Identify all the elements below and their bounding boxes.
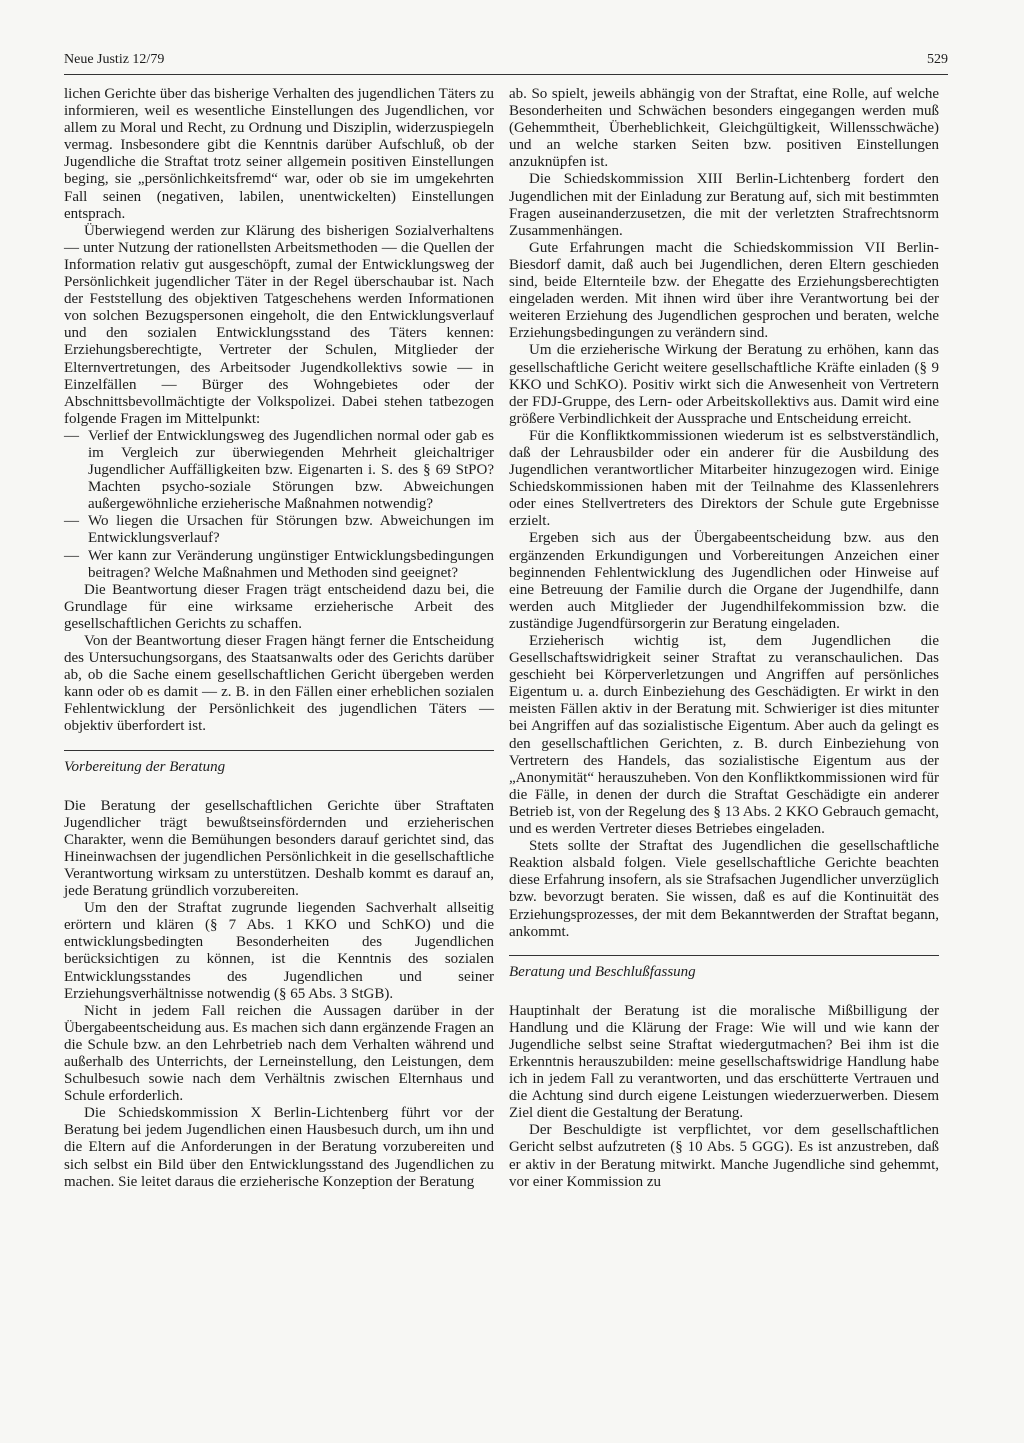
list-item <box>64 513 494 547</box>
paragraph: lichen Gerichte über das bisherige Verhalten des jugendlichen Täters zu informieren, weil es wesentliche Einstellungen des Jugendlichen, vor allem zu Moral und Recht, zu Ordnung und Disziplin, widerzuspiegeln vermag. Insbesondere gibt die Kenntnis darüber Aufschluß, ob der Jugendliche die Straftat trotz seiner allgemein positiven Einstellungen beging, sie „persönlichkeitsfremd“ war, oder ob sie im umgekehrten Fall seinen (negativen, labilen, unentwickelten) Einstellungen entsprach. <box>64 86 494 222</box>
paragraph: Für die Konfliktkommissionen wiederum ist es selbstverständlich, daß der Lehrausbilder oder ein anderer für die Ausbildung des Jugendlichen verantwortlicher Mitarbeiter hinzugezogen wird. Einige Schiedskommissionen haben mit der Teilnahme des Klassenlehrers oder eines Stellvertreters des Direktors der Schule gute Ergebnisse erzielt. <box>509 427 939 530</box>
paragraph: Die Schiedskommission XIII Berlin-Lichtenberg fordert den Jugendlichen mit der Einladung zur Beratung auf, sich mit bestimmten Fragen auseinanderzusetzen, die mit der verletzten Strafrechtsnorm Zusammenhängen. <box>509 171 939 239</box>
paragraph: Überwiegend werden zur Klärung des bisherigen Sozialverhaltens — unter Nutzung der rationellsten Arbeitsmethoden — die Quellen der Information relativ gut ausgeschöpft, zumal der Entwicklungsweg der Persönlichkeit jugendlicher Täter in der Regel überschaubar ist. Nach der Feststellung des objektiven Tatgeschehens werden Informationen von solchen Bezugspersonen eingeholt, die den Entwicklungsverlauf und den sozialen Entwicklungsstand des Täters kennen: Erziehungsberechtigte, Vertreter der Schulen, Mitglieder der Elternvertretungen, des Arbeitsoder Jugendkollektivs sowie — in Einzelfällen — Bürger des Wohngebietes oder der Abschnittsbevollmächtigte der Volkspolizei. Dabei stehen tatbezogen folgende Fragen im Mittelpunkt: <box>64 222 494 427</box>
paragraph: Von der Beantwortung dieser Fragen hängt ferner die Entscheidung des Untersuchungsorgans, des Staatsanwalts oder des Gerichts darüber ab, ob die Sache einem gesellschaftlichen Gericht übergeben werden kann oder ob es damit — z. B. in den Fällen einer erheblichen sozialen Fehlentwicklung der Persönlichkeit des jugendlichen Täters — objektiv überfordert ist. <box>64 633 494 735</box>
paragraph: Der Beschuldigte ist verpflichtet, vor dem gesellschaftlichen Gericht selbst aufzutreten (§ 10 Abs. 5 GGG). Es ist anzustreben, daß er aktiv in der Beratung mitwirkt. Manche Jugendliche sind gehemmt, vor einer Kommission zu <box>509 1122 939 1190</box>
paragraph: Die Beantwortung dieser Fragen trägt entscheidend dazu bei, die Grundlage für eine wirksame erzieherische Arbeit des gesellschaftlichen Gerichts zu schaffen. <box>64 581 494 632</box>
paragraph: Hauptinhalt der Beratung ist die moralische Mißbilligung der Handlung und die Klärung der Frage: Wie will und wie kann der Jugendliche selbst seine Straftat wiedergutmachen? Bei ihm ist die Erkenntnis herauszubilden: meine gesellschaftswidrige Handlung habe ich in jedem Fall zu verantworten, und das erschütterte Vertrauen und die Achtung sind durch eigene Leistungen wiederzuerwerben. Diesem Ziel dient die Gestaltung der Beratung. <box>509 1002 939 1122</box>
page-header <box>64 52 948 75</box>
paragraph: Gute Erfahrungen macht die Schiedskommission VII Berlin-Biesdorf damit, daß auch bei Jugendlichen, deren Eltern geschieden sind, beide Elternteile bzw. der Ehegatte des Erziehungsberechtigten eingeladen werden. Mit ihnen wird über ihre Verantwortung bei der weiteren Erziehung des Jugendlichen gesprochen und beraten, welche Erziehungsbedingungen zu verändern sind. <box>509 239 939 342</box>
paragraph: ab. So spielt, jeweils abhängig von der Straftat, eine Rolle, auf welche Besonderheiten und Schwächen besonders eingegangen werden muß (Gehemmtheit, Überheblichkeit, Gleichgültigkeit, Willensschwäche) und an welche starken Seiten bzw. positiven Einstellungen anzuknüpfen ist. <box>509 86 939 171</box>
list-item-text: Wo liegen die Ursachen für Störungen bzw. Abweichungen im Entwicklungsverlauf? <box>88 513 494 547</box>
section-divider <box>509 955 939 956</box>
section-divider <box>64 750 494 751</box>
paragraph: Erzieherisch wichtig ist, dem Jugendlichen die Gesellschaftswidrigkeit seiner Straftat zu veranschaulichen. Das geschieht bei Körperverletzungen und Angriffen auf persönliches Eigentum u. a. durch Einbeziehung des Geschädigten. Er wirkt in den meisten Fällen aktiv in der Beratung mit. Schwieriger ist dies mitunter bei Angriffen auf das sozialistische Eigentum. Aber auch da gelingt es den gesellschaftlichen Gerichten, z. B. durch Einbeziehung von Vertretern des Handels, das sozialistische Eigentum aus der „Anonymität“ herauszuheben. Von den Konfliktkommissionen wird für die Fälle, in denen der durch die Straftat Geschädigte ein anderer Betrieb ist, von der Regelung des § 13 Abs. 2 KKO Gebrauch gemacht, und es werden Vertreter dieses Betriebes eingeladen. <box>509 633 939 838</box>
paragraph: Die Schiedskommission X Berlin-Lichtenberg führt vor der Beratung bei jedem Jugendlichen einen Hausbesuch durch, um ihn und die Eltern auf die Anforderungen in der Beratung vorzubereiten und sich selbst ein Bild über den Entwicklungsstand des Jugendlichen zu machen. Sie leitet daraus die erzieherische Konzeption der Beratung <box>64 1105 494 1190</box>
section-heading: Vorbereitung der Beratung <box>64 758 226 775</box>
paragraph: Ergeben sich aus der Übergabeentscheidung bzw. aus den ergänzenden Erkundigungen und Vorbereitungen Anzeichen einer beginnenden Fehlentwicklung des Jugendlichen oder Hinweise auf eine Betreuung der Familie durch die Organe der Jugendhilfe, dann werden auch Mitglieder der Jugendhilfekommission bzw. die zuständige Jugendfürsorgerin zur Beratung eingeladen. <box>509 530 939 632</box>
left-column <box>64 86 494 1191</box>
paragraph: Die Beratung der gesellschaftlichen Gerichte über Straftaten Jugendlicher trägt bewußtseinsfördernden und erzieherischen Charakter, wenn die Bemühungen besonders darauf gerichtet sind, das Hineinwachsen der jugendlichen Persönlichkeit in die gesellschaftliche Verantwortung wirksam zu unterstützen. Deshalb kommt es darauf an, jede Beratung gründlich vorzubereiten. <box>64 797 494 900</box>
list-item <box>64 548 494 582</box>
dash-bullet: — <box>64 547 79 564</box>
paragraph: Stets sollte der Straftat des Jugendlichen die gesellschaftliche Reaktion alsbald folgen. Viele gesellschaftliche Gerichte beachten diese Erfahrung insofern, als sie Strafsachen Jugendlicher unverzüglich bzw. bevorzugt beraten. Sie wissen, daß es auf die Kontinuität des Erziehungsprozesses, der mit dem Bekanntwerden der Straftat begann, ankommt. <box>509 838 939 940</box>
section-heading: Beratung und Beschlußfassung <box>509 963 696 980</box>
dash-bullet: — <box>64 513 79 530</box>
paragraph: Um die erzieherische Wirkung der Beratung zu erhöhen, kann das gesellschaftliche Gericht weitere gesellschaftliche Kräfte einladen (§ 9 KKO und SchKO). Positiv wirkt sich die Anwesenheit von Vertretern der FDJ-Gruppe, des Lern- oder Arbeitskollektivs aus. Damit wird eine größere Verbindlichkeit der Aussprache und Entscheidung erreicht. <box>509 342 939 427</box>
right-column <box>509 86 939 1191</box>
list-item-text: Verlief der Entwicklungsweg des Jugendlichen normal oder gab es im Vergleich zur überwiegenden Mehrheit gleichaltriger Jugendlicher Auffälligkeiten bzw. Eigenarten i. S. des § 69 StPO? Machten psycho-soziale Störungen bzw. Abweichungen außergewöhnliche erzieherische Maßnahmen notwendig? <box>88 427 494 513</box>
list-item <box>64 428 494 513</box>
page-number: 529 <box>927 52 948 67</box>
journal-title: Neue Justiz 12/79 <box>64 52 165 67</box>
list-item-text: Wer kann zur Veränderung ungünstiger Entwicklungsbedingungen beitragen? Welche Maßnahmen und Methoden sind geeignet? <box>88 547 494 581</box>
paragraph: Nicht in jedem Fall reichen die Aussagen darüber in der Übergabeentscheidung aus. Es machen sich dann ergänzende Fragen an die Schule bzw. an den Lehrbetrieb nach dem Verhalten während und außerhalb des Unterrichts, der Lerneinstellung, den Leistungen, dem Schulbesuch sowie nach dem Verhältnis zwischen Elternhaus und Schule erforderlich. <box>64 1002 494 1105</box>
paragraph: Um den der Straftat zugrunde liegenden Sachverhalt allseitig erörtern und klären (§ 7 Abs. 1 KKO und SchKO) und die entwicklungsbedingten Besonderheiten des Jugendlichen berücksichtigen zu können, ist die Kenntnis des sozialen Entwicklungsstandes des Jugendlichen und seiner Erziehungsverhältnisse notwendig (§ 65 Abs. 3 StGB). <box>64 900 494 1002</box>
dash-bullet: — <box>64 427 79 444</box>
